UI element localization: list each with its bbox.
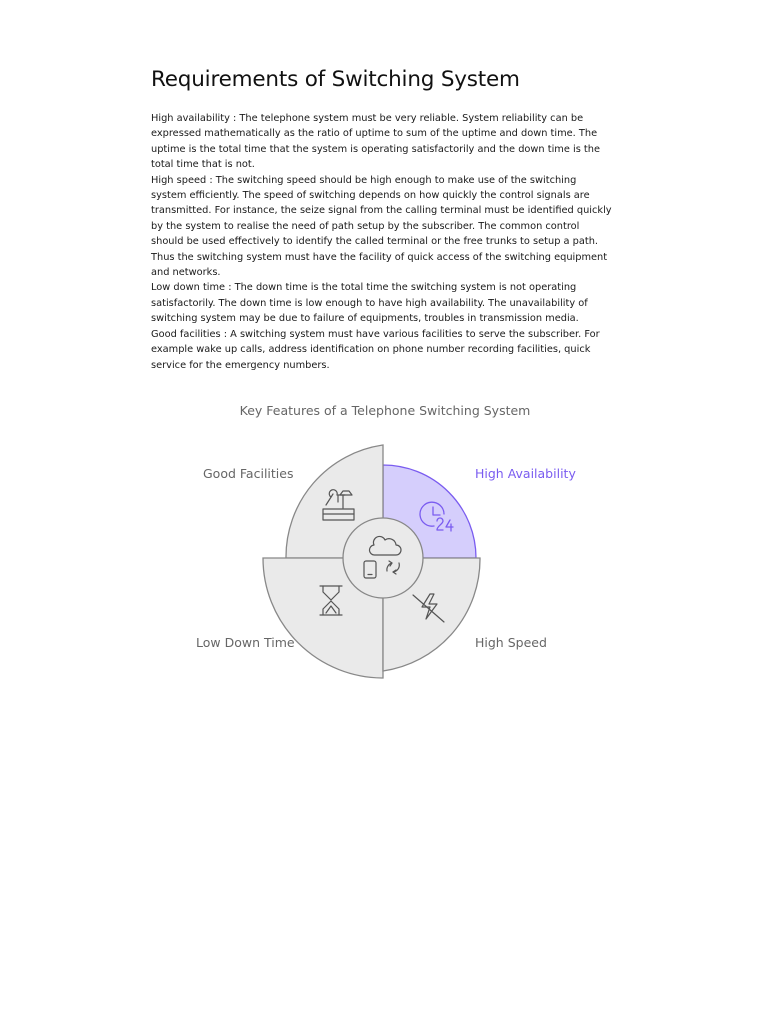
diagram-title: Key Features of a Telephone Switching System	[239, 403, 531, 418]
paragraph-high-speed	[151, 173, 621, 281]
label-good-facilities: Good Facilities	[203, 466, 294, 481]
page-title: Requirements of Switching System	[151, 67, 520, 92]
text-line: High availability : The telephone system must be very reliable. System reliability can be	[151, 113, 584, 124]
text-line: total time that is not.	[151, 159, 255, 171]
text-line: by the system to realise the need of path setup by the subscriber. The common control	[151, 220, 580, 232]
text-line: Good facilities : A switching system must have various facilities to serve the subscriber. For	[151, 328, 600, 340]
text-line: transmitted. For instance, the seize signal from the calling terminal must be identified quickly	[151, 205, 612, 217]
paragraph-high-availability	[151, 111, 621, 173]
label-low-down-time: Low Down Time	[196, 635, 295, 650]
text-line: Low down time : The down time is the total time the switching system is not operating	[151, 282, 577, 294]
paragraph-low-down-time-good-facilities	[151, 280, 621, 372]
text-line: and networks.	[151, 267, 221, 279]
text-line: expressed mathematically as the ratio of uptime to sum of the uptime and down time. The	[151, 128, 598, 140]
diagram-graphic	[180, 395, 590, 695]
text-line: should be used effectively to identify the called terminal or the free trunks to setup a path.	[151, 236, 599, 248]
feature-diagram	[180, 395, 590, 695]
document-body	[151, 111, 621, 373]
text-line: Thus the switching system must have the facility of quick access of the switching equipment	[151, 251, 608, 263]
text-line: example wake up calls, address identification on phone number recording facilities, quick	[151, 344, 591, 356]
label-high-speed: High Speed	[475, 635, 547, 650]
text-line: switching system may be due to failure of equipments, troubles in transmission media.	[151, 313, 579, 325]
text-line: uptime is the total time that the system is operating satisfactorily and the down time is the	[151, 143, 601, 155]
text-line: satisfactorily. The down time is low enough to have high availability. The unavailability of	[151, 297, 588, 309]
text-line: service for the emergency numbers.	[151, 359, 330, 371]
text-line: High speed : The switching speed should be high enough to make use of the switching	[151, 174, 577, 186]
center-hub	[343, 518, 423, 598]
text-line: system efficiently. The speed of switching depends on how quickly the control signals are	[151, 190, 590, 202]
document	[151, 64, 621, 373]
label-high-availability: High Availability	[475, 466, 576, 481]
